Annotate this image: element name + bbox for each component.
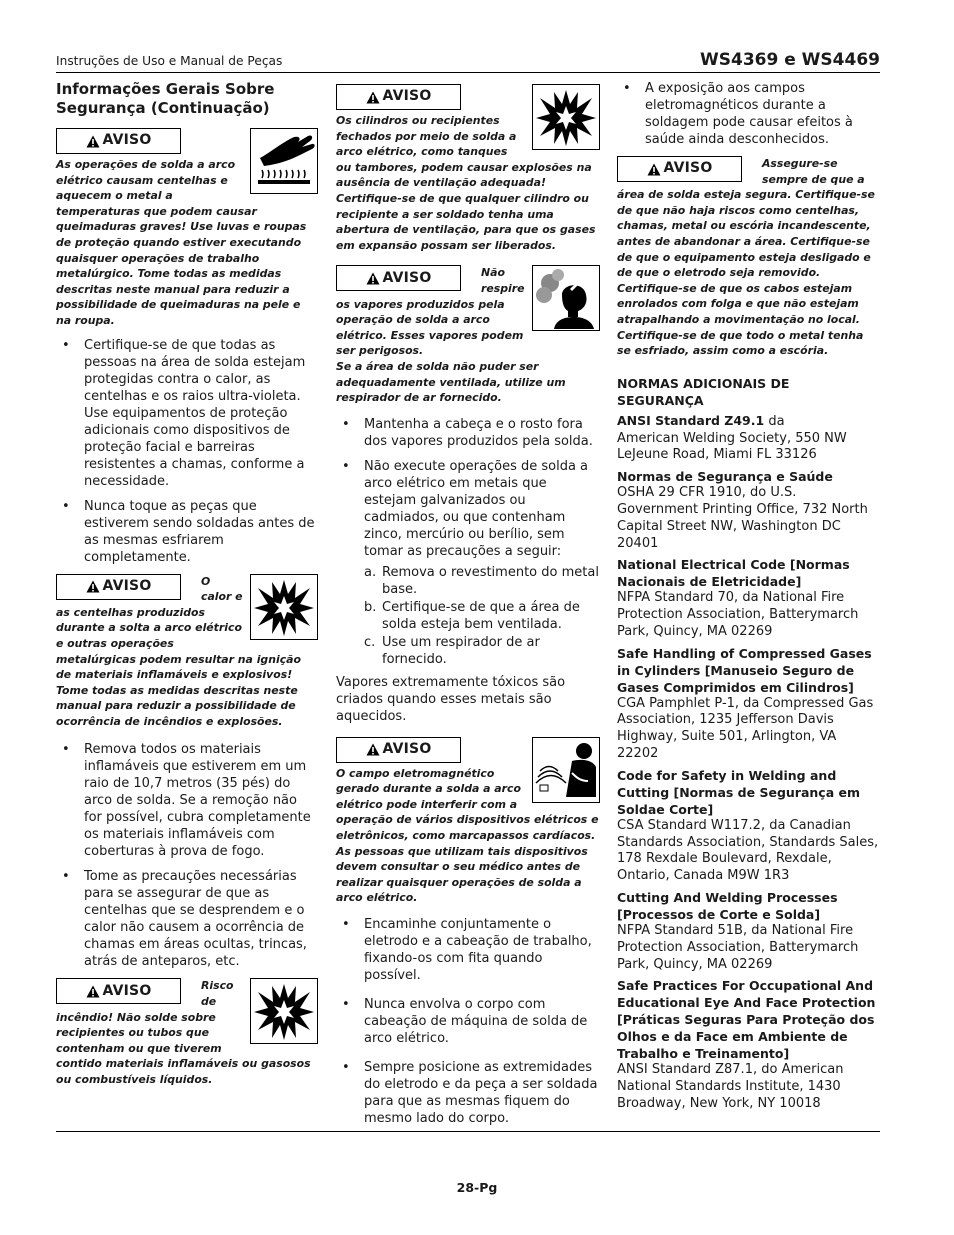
list-item: • Tome as precauções necessárias para se assegurar de que as centelhas que se desprendem e o calor não causem a ocorrência de chamas em áreas ocultas, trincas, atrás de anteparos, etc. [56, 868, 318, 970]
warning-triangle-icon [647, 163, 661, 176]
list-item: b. Certifique-se de que a área de solda esteja bem ventilada. [364, 599, 580, 632]
warning-triangle-icon [86, 580, 100, 593]
bullet-list [336, 416, 600, 560]
list-item: • Não execute operações de solda a arco elétrico em metais que estejam galvanizados ou cadmiados, ou que contenham zinco, mercúrio ou berílio, sem tomar as precauções a seguir: [336, 458, 600, 560]
header-divider [56, 72, 880, 73]
standard-reference: ANSI Standard Z49.1 da American Welding Society, 550 NW LeJeune Road, Miami FL 33126 [617, 413, 879, 464]
list-item: • Nunca toque as peças que estiverem sendo soldadas antes de as mesmas esfriarem completamente. [56, 498, 318, 566]
hot-hand-icon [250, 128, 318, 194]
aviso-badge: AVISO [336, 265, 461, 291]
list-item: • Remova todos os materiais inflamáveis que estiverem em um raio de 10,7 metros (35 pés) do arco de solda. Se a remoção não for possível, cubra completamente os materiais inflamáveis com coberturas à prova de fogo. [56, 741, 318, 860]
warning-text: Se a área de solda não puder ser adequadamente ventilada, utilize um respirador de ar fornecido. [336, 359, 566, 405]
list-item: • Sempre posicione as extremidades do eletrodo e da peça a ser soldada para que as mesmas fiquem do mesmo lado do corpo. [336, 1059, 600, 1127]
warning-triangle-icon [366, 272, 380, 285]
warning-area-safe [617, 156, 879, 359]
warning-text: Assegure-se sempre de que a área de solda esteja segura. Certifique-se de que não haja riscos como centelhas, chamas, metal ou escória incandescente, antes de abandonar a área. Certifique-se de que o equipamento esteja desligado e de que o eletrodo seja removido. Certifique-se de que os cabos estejam enrolados com folga e que não estejam atrapalhando a movimentação no local. Certifique-se de que todo o metal tenha se esfriado, assim como a escória. [617, 157, 875, 358]
standards-heading: NORMAS ADICIONAIS DE SEGURANÇA [617, 375, 790, 408]
warning-fumes [336, 265, 600, 405]
standard-address: NFPA Standard 51B, da National Fire Protection Association, Batterymarch Park, Quincy, MA 02269 [617, 923, 859, 972]
column-1 [56, 80, 318, 1096]
standard-reference [617, 556, 879, 640]
warning-burns [56, 128, 318, 329]
standard-address: American Welding Society, 550 NW LeJeune Road, Miami FL 33126 [617, 430, 847, 463]
aviso-badge: AVISO [336, 84, 461, 110]
warning-triangle-icon [86, 135, 100, 148]
aviso-badge: AVISO [56, 574, 181, 600]
paragraph: Vapores extremamente tóxicos são criados quando esses metais são aquecidos. [336, 674, 566, 724]
list-item: a. Remova o revestimento do metal base. [364, 564, 599, 597]
column-3 [617, 80, 879, 1117]
bullet-list [336, 916, 600, 1127]
aviso-badge: AVISO [336, 737, 461, 763]
standard-reference [617, 977, 879, 1112]
standard-title: ANSI Standard Z49.1 [617, 412, 765, 428]
warning-text: O campo eletromagnético gerado durante a solda a arco elétrico pode interferir com a operação de vários dispositivos elétricos e eletrônicos, como marcapassos cardíacos. As pessoas que utilizam tais dispositivos devem consultar o seu médico antes de realizar quaisquer operações de solda a arco elétrico. [336, 766, 599, 905]
page-number: 28-Pg [456, 1180, 498, 1195]
standard-title: National Electrical Code [Normas Nacionais de Eletricidade] [617, 557, 850, 590]
list-item: • Mantenha a cabeça e o rosto fora dos vapores produzidos pela solda. [336, 416, 600, 450]
bullet-list [56, 337, 318, 566]
warning-cylinders [336, 84, 600, 253]
warning-text: Risco de incêndio! Não solde sobre recipientes ou tubos que contenham ou que tiverem contido materiais inflamáveis ou gasosos ou combustíveis líquidos. [56, 979, 311, 1087]
standard-address: OSHA 29 CFR 1910, do U.S. Government Printing Office, 732 North Capital Street NW, Washington DC 20401 [617, 485, 868, 551]
list-item: c. Use um respirador de ar fornecido. [364, 634, 540, 667]
standard-title: Normas de Segurança e Saúde [617, 469, 833, 485]
explosion-burst-icon [250, 978, 318, 1044]
list-item: • Nunca envolva o corpo com cabeação de máquina de solda de arco elétrico. [336, 996, 600, 1047]
standard-address: ANSI Standard Z87.1, do American National Standards Institute, 1430 Broadway, New York, NY 10018 [617, 1062, 844, 1112]
standard-address: CSA Standard W117.2, da Canadian Standards Association, Standards Sales, 178 Rexdale Boulevard, Rexdale, Ontario, Canada M9W 1R3 [617, 817, 879, 884]
list-item: • A exposição aos campos eletromagnéticos durante a soldagem pode causar efeitos à saúde ainda desconhecidos. [617, 80, 879, 148]
pacemaker-welder-icon [532, 737, 600, 803]
bullet-list [56, 741, 318, 970]
standard-reference [617, 767, 879, 885]
standard-reference [617, 889, 879, 973]
aviso-badge: AVISO [56, 978, 181, 1004]
warning-triangle-icon [366, 743, 380, 756]
column-2 [336, 84, 600, 1135]
warning-text: Não respire os vapores produzidos pela operação de solda a arco elétrico. Esses vapores podem ser perigosos. [336, 266, 525, 358]
section-title: Informações Gerais Sobre Segurança (Continuação) [56, 80, 275, 117]
fumes-head-icon [532, 265, 600, 331]
header-manual-title: Instruções de Uso e Manual de Peças [56, 54, 283, 68]
aviso-badge: AVISO [56, 128, 181, 154]
bullet-list [617, 80, 879, 148]
warning-triangle-icon [366, 91, 380, 104]
explosion-burst-icon [250, 574, 318, 640]
standard-reference [617, 645, 879, 763]
warning-triangle-icon [86, 985, 100, 998]
standard-title: Safe Practices For Occupational And Educational Eye And Face Protection [Práticas Seguras Para Proteção dos Olhos e da Face em Ambiente de Trabalho e Treinamento] [617, 978, 876, 1062]
warning-fire-risk [56, 978, 318, 1087]
standard-title: Code for Safety in Welding and Cutting [Normas de Segurança em Soldae Corte] [617, 767, 860, 817]
list-item: • Encaminhe conjuntamente o eletrodo e a cabeação de trabalho, fixando-os com fita quando possível. [336, 916, 600, 984]
warning-emf [336, 737, 600, 906]
standard-address: NFPA Standard 70, da National Fire Protection Association, Batterymarch Park, Quincy, MA 02269 [617, 590, 859, 639]
warning-text: As operações de solda a arco elétrico causam centelhas e aquecem o metal a temperaturas que podem causar queimaduras graves! Use luvas e roupas de proteção quando estiver executando quaisquer operações de trabalho metalúrgico. Tome todas as medidas descritas neste manual para reduzir a possibilidade de queimaduras na pele e na roupa. [56, 158, 307, 327]
standard-reference [617, 468, 879, 552]
standard-title: Cutting And Welding Processes [Processos de Corte e Solda] [617, 890, 838, 923]
header-model-numbers: WS4369 e WS4469 [700, 50, 880, 70]
list-item: • Certifique-se de que todas as pessoas na área de solda estejam protegidas contra o calor, as centelhas e os raios ultra-violeta. Use equipamentos de proteção adicionais como dispositivos de proteção facial e barreiras resistentes a chamas, conforme a necessidade. [56, 337, 318, 490]
warning-fire-explosion [56, 574, 318, 730]
sub-list [364, 564, 600, 668]
standard-address: CGA Pamphlet P-1, da Compressed Gas Association, 1235 Jefferson Davis Highway, Suite 501, Arlington, VA 22202 [617, 695, 874, 762]
warning-text: Os cilindros ou recipientes fechados por meio de solda a arco elétrico, como tanques ou tambores, podem causar explosões na ausência de ventilação adequada! Certifique-se de que qualquer cilindro ou recipiente a ser soldado tenha uma abertura de ventilação, para que os gases em expansão possam ser liberados. [336, 114, 596, 252]
warning-text: O calor e as centelhas produzidos durante a solta a arco elétrico e outras operações metalúrgicas podem resultar na ignição de materiais inflamáveis e explosivos! Tome todas as medidas descritas neste manual para reduzir a possibilidade de ocorrência de incêndios e explosões. [56, 574, 301, 728]
aviso-badge: AVISO [617, 156, 742, 182]
standard-title: Safe Handling of Compressed Gases in Cylinders [Manuseio Seguro de Gases Comprimidos em Cilindros] [617, 645, 872, 695]
explosion-burst-icon [532, 84, 600, 150]
footer-divider [56, 1131, 880, 1132]
